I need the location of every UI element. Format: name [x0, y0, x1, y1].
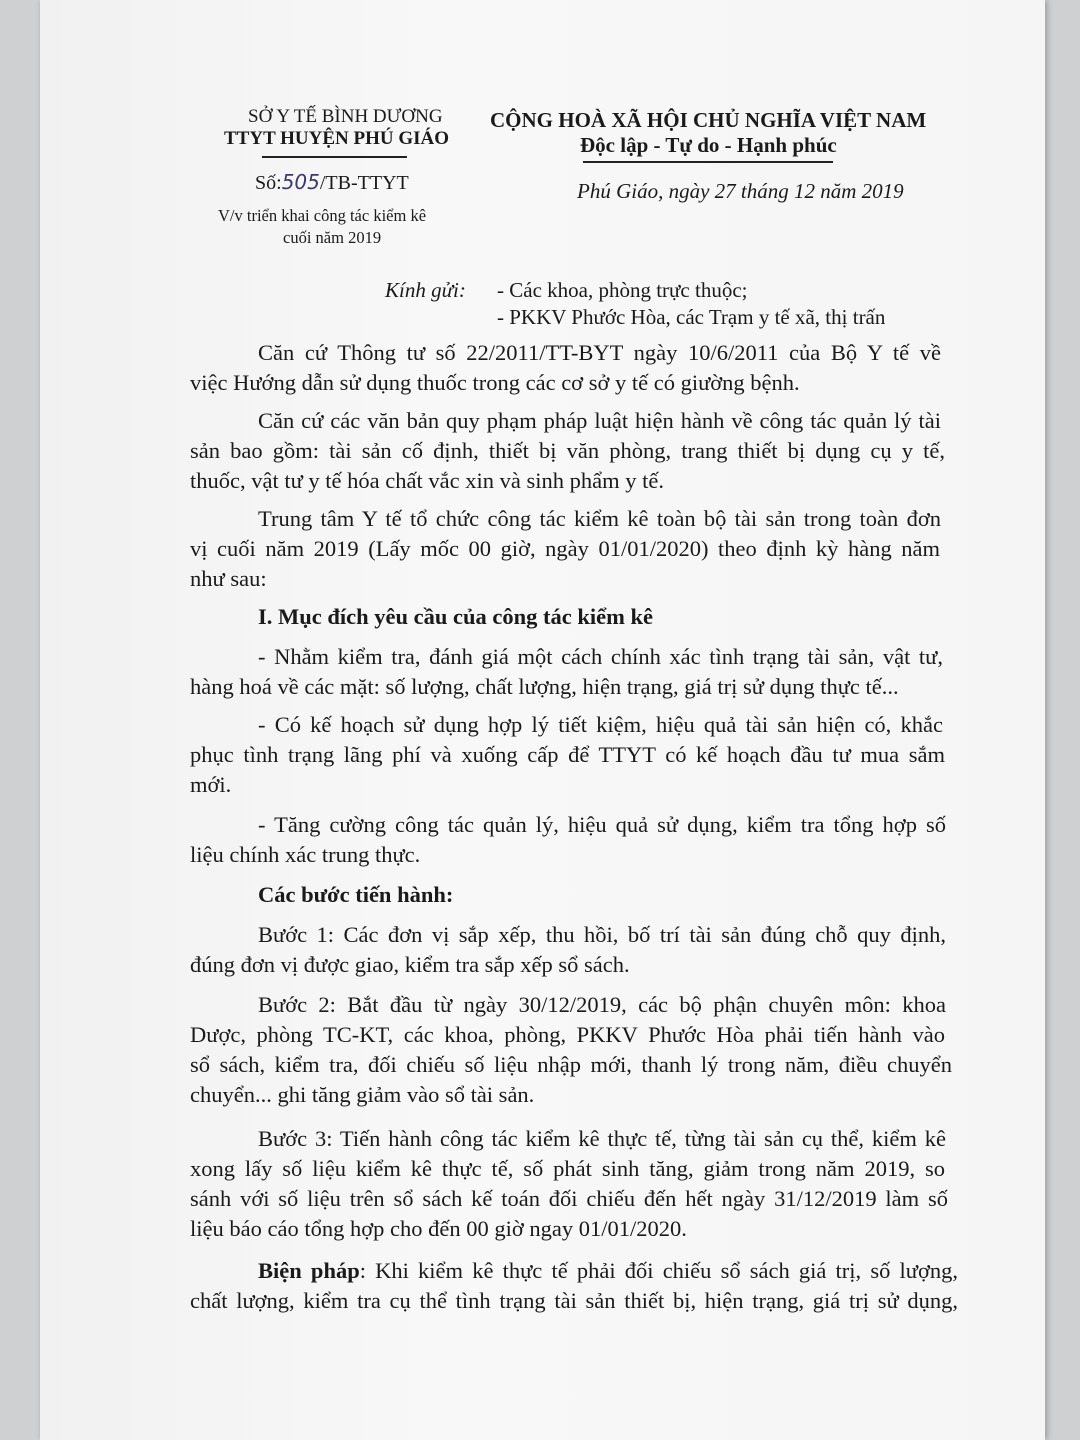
step3-line-4: liệu báo cáo tổng hợp cho đến 00 giờ ngay 01/01/2020. [190, 1216, 687, 1241]
p3-line-3: như sau: [190, 566, 267, 591]
recipients-label: Kính gửi: [385, 278, 466, 302]
step2-line-4: chuyển... ghi tăng giảm vào sổ tài sản. [190, 1082, 535, 1107]
header-org: SỞ Y TẾ BÌNH DƯƠNG [248, 106, 443, 127]
header-unit: TTYT HUYỆN PHÚ GIÁO [224, 128, 450, 149]
p4-line-2: hàng hoá về các mặt: số lượng, chất lượng, hiện trạng, giá trị sử dụng thực tế... [190, 674, 899, 699]
measures-text: : Khi kiểm kê thực tế phải đối chiếu sổ sách giá trị, số lượng, [359, 1258, 958, 1283]
steps-title: Các bước tiến hành: [258, 882, 454, 907]
p1-line-2: việc Hướng dẫn sử dụng thuốc trong các cơ sở y tế có giường bệnh. [190, 370, 800, 395]
p2-line-2: sản bao gồm: tài sản cố định, thiết bị văn phòng, trang thiết bị dụng cụ y tế, [190, 438, 945, 463]
handwritten-number: 505 [281, 170, 320, 194]
recipient-item-2: - PKKV Phước Hòa, các Trạm y tế xã, thị trấn [497, 305, 886, 329]
subject-line-1: V/v triển khai công tác kiểm kê [218, 206, 427, 225]
p3-line-1: Trung tâm Y tế tổ chức công tác kiểm kê toàn bộ tài sản trong toàn đơn [258, 506, 941, 531]
p5-line-2: phục tình trạng lãng phí và xuống cấp để TTYT có kế hoạch đầu tư mua sắm [190, 742, 945, 767]
step3-line-2: xong lấy số liệu kiểm kê thực tế, số phát sinh tăng, giảm trong năm 2019, so [190, 1156, 945, 1181]
measures-line-2: chất lượng, kiểm tra cụ thể tình trạng tài sản thiết bị, hiện trạng, giá trị sử dụng, [190, 1288, 958, 1313]
p6-line-2: liệu chính xác trung thực. [190, 842, 421, 867]
step2-line-1: Bước 2: Bắt đầu từ ngày 30/12/2019, các bộ phận chuyên môn: khoa [258, 992, 946, 1017]
p1-line-1: Căn cứ Thông tư số 22/2011/TT-BYT ngày 10/6/2011 của Bộ Y tế về [258, 340, 941, 365]
number-suffix: /TB-TTYT [319, 172, 409, 194]
header-motto-underline [583, 161, 833, 163]
step3-line-3: sánh với số liệu trên sổ sách kế toán đối chiếu đến hết ngày 31/12/2019 làm số [190, 1186, 948, 1211]
p2-line-3: thuốc, vật tư y tế hóa chất vắc xin và sinh phẩm y tế. [190, 468, 664, 493]
header-country: CỘNG HOÀ XÃ HỘI CHỦ NGHĨA VIỆT NAM [490, 108, 927, 132]
document-number [255, 170, 409, 195]
p5-line-3: mới. [190, 772, 232, 797]
document-date: Phú Giáo, ngày 27 tháng 12 năm 2019 [577, 179, 904, 203]
step1-line-2: đúng đơn vị được giao, kiểm tra sắp xếp sổ sách. [190, 952, 630, 977]
p6-line-1: - Tăng cường công tác quản lý, hiệu quả sử dụng, kiểm tra tổng hợp số [258, 812, 946, 837]
number-prefix: Số: [255, 172, 282, 194]
p2-line-1: Căn cứ các văn bản quy phạm pháp luật hiện hành về công tác quản lý tài [258, 408, 941, 433]
step2-line-2: Dược, phòng TC-KT, các khoa, phòng, PKKV Phước Hòa phải tiến hành vào [190, 1022, 945, 1047]
recipient-item-1: - Các khoa, phòng trực thuộc; [497, 278, 748, 302]
step3-line-1: Bước 3: Tiến hành công tác kiểm kê thực tế, từng tài sản cụ thể, kiểm kê [258, 1126, 946, 1151]
step1-line-1: Bước 1: Các đơn vị sắp xếp, thu hồi, bố trí tài sản đúng chỗ quy định, [258, 922, 946, 947]
subject-line-2: cuối năm 2019 [283, 228, 382, 247]
p3-line-2: vị cuối năm 2019 (Lấy mốc 00 giờ, ngày 01/01/2020) theo định kỳ hàng năm [190, 536, 940, 561]
section-1-title: I. Mục đích yêu cầu của công tác kiểm kê [258, 604, 653, 629]
measures-line-1 [258, 1258, 958, 1284]
header-motto: Độc lập - Tự do - Hạnh phúc [580, 133, 837, 157]
p4-line-1: - Nhằm kiểm tra, đánh giá một cách chính xác tình trạng tài sản, vật tư, [258, 644, 943, 669]
step2-line-3: sổ sách, kiểm tra, đối chiếu số liệu nhập mới, thanh lý trong năm, điều chuyển [190, 1052, 952, 1077]
header-unit-underline [262, 156, 407, 158]
measures-label: Biện pháp [258, 1258, 360, 1283]
p5-line-1: - Có kế hoạch sử dụng hợp lý tiết kiệm, hiệu quả tài sản hiện có, khắc [258, 712, 943, 737]
